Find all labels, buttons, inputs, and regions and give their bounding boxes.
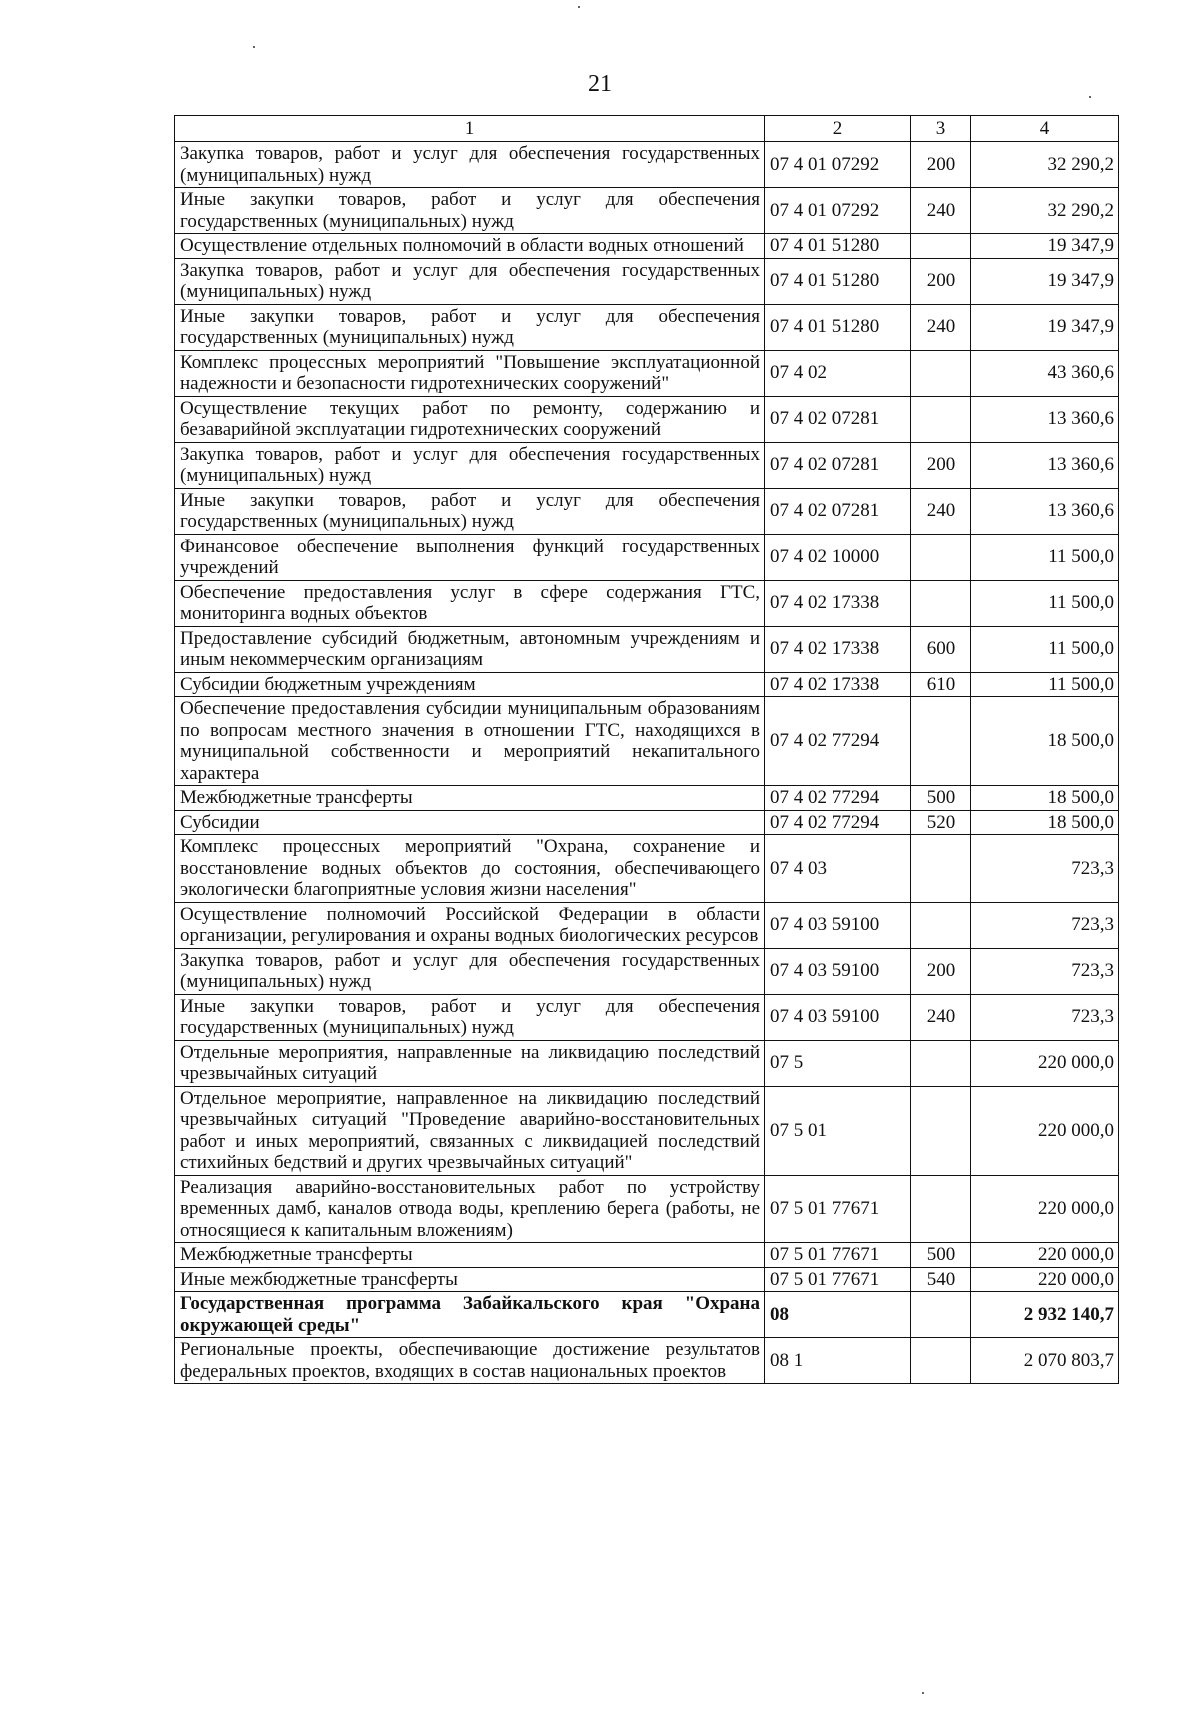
row-type-cell (911, 350, 971, 396)
row-amount-cell: 220 000,0 (971, 1243, 1119, 1268)
row-type-cell: 600 (911, 626, 971, 672)
row-name-cell: Иные закупки товаров, работ и услуг для обеспечения государственных (муниципальных) нужд (175, 304, 765, 350)
row-code-cell: 07 4 02 17338 (765, 626, 911, 672)
row-type-cell (911, 580, 971, 626)
row-type-cell: 200 (911, 442, 971, 488)
row-code-cell: 07 4 01 51280 (765, 258, 911, 304)
row-code-cell: 07 4 03 59100 (765, 902, 911, 948)
row-amount-cell: 723,3 (971, 948, 1119, 994)
row-amount-cell: 11 500,0 (971, 672, 1119, 697)
table-row (175, 304, 1119, 350)
row-name-cell: Межбюджетные трансферты (175, 1243, 765, 1268)
row-type-cell: 500 (911, 1243, 971, 1268)
table-row (175, 488, 1119, 534)
table-row (175, 1292, 1119, 1338)
row-code-cell: 07 4 02 07281 (765, 488, 911, 534)
row-type-cell (911, 1338, 971, 1384)
row-amount-cell: 11 500,0 (971, 626, 1119, 672)
row-type-cell: 200 (911, 142, 971, 188)
row-name-cell: Обеспечение предоставления услуг в сфере содержания ГТС, мониторинга водных объектов (175, 580, 765, 626)
row-name-cell: Предоставление субсидий бюджетным, автономным учреждениям и иным некоммерческим организациям (175, 626, 765, 672)
table-row (175, 994, 1119, 1040)
row-amount-cell: 220 000,0 (971, 1175, 1119, 1243)
row-type-cell (911, 1086, 971, 1175)
row-type-cell: 520 (911, 810, 971, 835)
table-row (175, 1040, 1119, 1086)
row-name-cell: Закупка товаров, работ и услуг для обеспечения государственных (муниципальных) нужд (175, 948, 765, 994)
table-row (175, 234, 1119, 259)
row-amount-cell: 220 000,0 (971, 1267, 1119, 1292)
row-type-cell (911, 1175, 971, 1243)
table-row (175, 142, 1119, 188)
table-row (175, 442, 1119, 488)
table-body (175, 142, 1119, 1384)
row-name-cell: Иные закупки товаров, работ и услуг для обеспечения государственных (муниципальных) нужд (175, 188, 765, 234)
row-name-cell: Осуществление полномочий Российской Федерации в области организации, регулирования и охраны водных биологических ресурсов (175, 902, 765, 948)
row-code-cell: 07 4 02 77294 (765, 810, 911, 835)
row-amount-cell: 2 932 140,7 (971, 1292, 1119, 1338)
column-header-type: 3 (911, 116, 971, 142)
row-code-cell: 07 4 02 10000 (765, 534, 911, 580)
page-number: 21 (588, 71, 612, 97)
row-type-cell (911, 835, 971, 903)
row-type-cell: 200 (911, 258, 971, 304)
row-code-cell: 07 4 02 17338 (765, 580, 911, 626)
table-row (175, 672, 1119, 697)
row-type-cell: 240 (911, 488, 971, 534)
row-code-cell: 07 4 03 59100 (765, 948, 911, 994)
row-name-cell: Субсидии бюджетным учреждениям (175, 672, 765, 697)
row-name-cell: Иные межбюджетные трансферты (175, 1267, 765, 1292)
row-code-cell: 08 1 (765, 1338, 911, 1384)
row-name-cell: Комплекс процессных мероприятий "Повышение эксплуатационной надежности и безопасности гидротехнических сооружений" (175, 350, 765, 396)
row-type-cell: 540 (911, 1267, 971, 1292)
table-row (175, 258, 1119, 304)
row-amount-cell: 723,3 (971, 835, 1119, 903)
row-name-cell: Осуществление текущих работ по ремонту, содержанию и безаварийной эксплуатации гидротехнических сооружений (175, 396, 765, 442)
row-name-cell: Комплекс процессных мероприятий "Охрана, сохранение и восстановление водных объектов до состояния, обеспечивающего экологически благоприятные условия жизни населения" (175, 835, 765, 903)
row-code-cell: 07 4 02 07281 (765, 442, 911, 488)
row-amount-cell: 43 360,6 (971, 350, 1119, 396)
row-type-cell (911, 534, 971, 580)
row-type-cell: 200 (911, 948, 971, 994)
row-name-cell: Иные закупки товаров, работ и услуг для обеспечения государственных (муниципальных) нужд (175, 994, 765, 1040)
row-name-cell: Закупка товаров, работ и услуг для обеспечения государственных (муниципальных) нужд (175, 258, 765, 304)
table-row (175, 948, 1119, 994)
row-name-cell: Закупка товаров, работ и услуг для обеспечения государственных (муниципальных) нужд (175, 142, 765, 188)
row-type-cell (911, 1292, 971, 1338)
row-name-cell: Государственная программа Забайкальского края "Охрана окружающей среды" (175, 1292, 765, 1338)
row-type-cell (911, 697, 971, 786)
row-amount-cell: 723,3 (971, 994, 1119, 1040)
row-name-cell: Реализация аварийно-восстановительных работ по устройству временных дамб, каналов отвода воды, креплению берега (работы, не относящиеся к капитальным вложениям) (175, 1175, 765, 1243)
row-name-cell: Отдельное мероприятие, направленное на ликвидацию последствий чрезвычайных ситуаций "Проведение аварийно-восстановительных работ и иных мероприятий, связанных с ликвидацией последствий стихийных бедствий и других чрезвычайных ситуаций" (175, 1086, 765, 1175)
table-row (175, 580, 1119, 626)
row-type-cell (911, 396, 971, 442)
row-amount-cell: 13 360,6 (971, 442, 1119, 488)
row-amount-cell: 220 000,0 (971, 1040, 1119, 1086)
row-amount-cell: 18 500,0 (971, 697, 1119, 786)
row-code-cell: 07 4 01 51280 (765, 304, 911, 350)
row-name-cell: Межбюджетные трансферты (175, 786, 765, 811)
row-code-cell: 07 4 03 (765, 835, 911, 903)
row-code-cell: 07 4 03 59100 (765, 994, 911, 1040)
row-amount-cell: 32 290,2 (971, 142, 1119, 188)
row-type-cell: 240 (911, 994, 971, 1040)
table-row (175, 396, 1119, 442)
row-amount-cell: 18 500,0 (971, 786, 1119, 811)
scan-speck (578, 6, 580, 8)
table-row (175, 534, 1119, 580)
row-amount-cell: 18 500,0 (971, 810, 1119, 835)
row-code-cell: 07 5 (765, 1040, 911, 1086)
row-amount-cell: 220 000,0 (971, 1086, 1119, 1175)
row-code-cell: 07 4 01 07292 (765, 188, 911, 234)
row-type-cell: 240 (911, 304, 971, 350)
row-code-cell: 07 5 01 77671 (765, 1243, 911, 1268)
row-code-cell: 07 5 01 77671 (765, 1267, 911, 1292)
table-row (175, 1338, 1119, 1384)
budget-table (174, 115, 1119, 1384)
row-type-cell: 240 (911, 188, 971, 234)
table-row (175, 188, 1119, 234)
row-name-cell: Отдельные мероприятия, направленные на ликвидацию последствий чрезвычайных ситуаций (175, 1040, 765, 1086)
scan-speck (253, 46, 255, 48)
row-code-cell: 07 4 02 07281 (765, 396, 911, 442)
column-header-amount: 4 (971, 116, 1119, 142)
row-name-cell: Осуществление отдельных полномочий в области водных отношений (175, 234, 765, 259)
row-code-cell: 07 4 01 51280 (765, 234, 911, 259)
table-row (175, 350, 1119, 396)
table-row (175, 835, 1119, 903)
row-type-cell (911, 1040, 971, 1086)
table-row (175, 1267, 1119, 1292)
row-amount-cell: 13 360,6 (971, 488, 1119, 534)
row-name-cell: Региональные проекты, обеспечивающие достижение результатов федеральных проектов, входящих в состав национальных проектов (175, 1338, 765, 1384)
row-type-cell (911, 902, 971, 948)
row-amount-cell: 11 500,0 (971, 534, 1119, 580)
row-amount-cell: 32 290,2 (971, 188, 1119, 234)
row-type-cell (911, 234, 971, 259)
table-row (175, 810, 1119, 835)
table-row (175, 1175, 1119, 1243)
table-row (175, 1086, 1119, 1175)
row-amount-cell: 13 360,6 (971, 396, 1119, 442)
row-code-cell: 07 5 01 (765, 1086, 911, 1175)
row-code-cell: 07 4 02 17338 (765, 672, 911, 697)
table-row (175, 902, 1119, 948)
row-code-cell: 07 4 02 (765, 350, 911, 396)
row-amount-cell: 19 347,9 (971, 234, 1119, 259)
table-row (175, 786, 1119, 811)
row-code-cell: 07 4 01 07292 (765, 142, 911, 188)
table-row (175, 626, 1119, 672)
row-amount-cell: 19 347,9 (971, 258, 1119, 304)
row-amount-cell: 11 500,0 (971, 580, 1119, 626)
column-header-name: 1 (175, 116, 765, 142)
row-name-cell: Субсидии (175, 810, 765, 835)
row-code-cell: 07 4 02 77294 (765, 786, 911, 811)
row-type-cell: 500 (911, 786, 971, 811)
row-code-cell: 08 (765, 1292, 911, 1338)
row-code-cell: 07 4 02 77294 (765, 697, 911, 786)
scan-speck (922, 1692, 924, 1694)
row-name-cell: Закупка товаров, работ и услуг для обеспечения государственных (муниципальных) нужд (175, 442, 765, 488)
row-code-cell: 07 5 01 77671 (765, 1175, 911, 1243)
column-header-code: 2 (765, 116, 911, 142)
table-row (175, 697, 1119, 786)
row-name-cell: Обеспечение предоставления субсидии муниципальным образованиям по вопросам местного значения в отношении ГТС, находящихся в муниципальной собственности и мероприятий некапитального характера (175, 697, 765, 786)
row-amount-cell: 2 070 803,7 (971, 1338, 1119, 1384)
row-amount-cell: 723,3 (971, 902, 1119, 948)
row-name-cell: Финансовое обеспечение выполнения функций государственных учреждений (175, 534, 765, 580)
header-row (175, 116, 1119, 142)
row-amount-cell: 19 347,9 (971, 304, 1119, 350)
table-row (175, 1243, 1119, 1268)
row-type-cell: 610 (911, 672, 971, 697)
row-name-cell: Иные закупки товаров, работ и услуг для обеспечения государственных (муниципальных) нужд (175, 488, 765, 534)
